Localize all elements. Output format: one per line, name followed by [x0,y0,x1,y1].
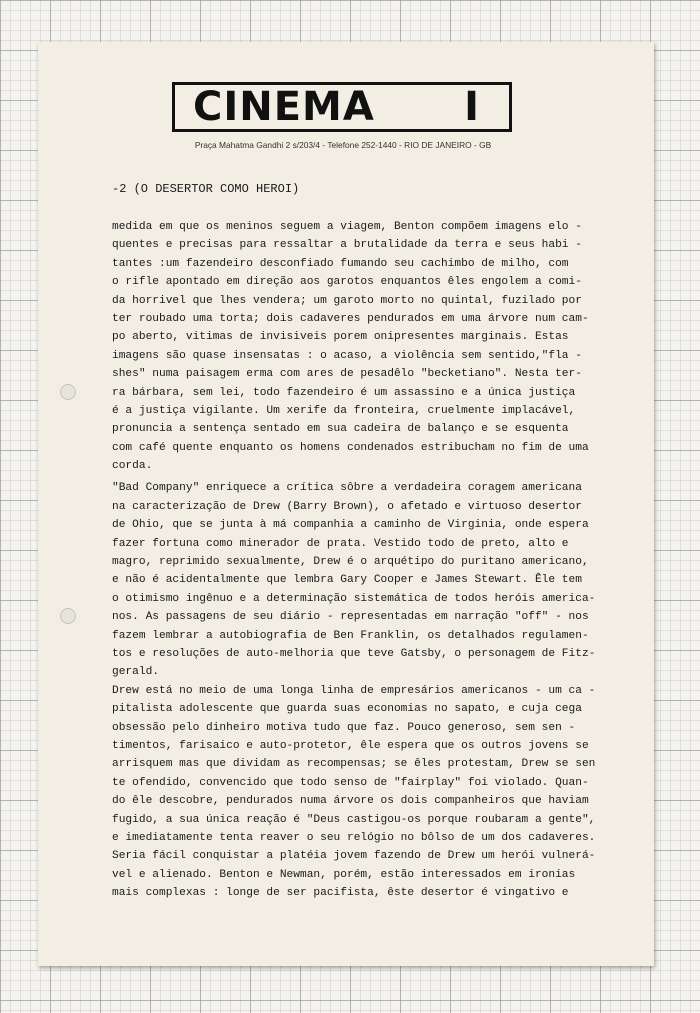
text-line: o rifle apontado em direção aos garotos enquantos êles engolem a comi- [112,276,582,289]
text-line: e não é acidentalmente que lembra Gary Cooper e James Stewart. Êle tem [112,574,582,587]
text-line: obsessão pelo dinheiro motiva tudo que faz. Pouco generoso, sem sen - [112,721,576,734]
text-line: arrisquem mas que dividam as recompensas; se êles protestam, Drew se sen [112,758,596,771]
text-line: imagens são quase insensatas : o acaso, a violência sem sentido,"fla - [112,349,582,362]
text-line: fazer fortuna como minerador de prata. Vestido todo de preto, alto e [112,537,569,550]
text-line: ter roubado uma torta; dois cadaveres pendurados em uma árvore num cam- [112,312,589,325]
text-line: po aberto, vitimas de invisiveis porem onipresentes marginais. Estas [112,331,569,344]
text-line: mais complexas : longe de ser pacifista, êste desertor é vingativo e [112,887,569,900]
letterhead-logo [172,82,512,132]
paragraph-1 [112,218,652,475]
text-line: corda. [112,460,153,473]
text-line: magro, reprimido sexualmente, Drew é o arquétipo do puritano americano, [112,556,589,569]
paragraph-3 [112,682,652,903]
text-line: de Ohio, que se junta à má companhia a caminho de Virginia, onde espera [112,519,589,532]
text-line: timentos, farisaico e auto-protetor, êle espera que os outros jovens se [112,739,589,752]
text-line: com café quente enquanto os homens condenados estribucham no fim de uma [112,441,589,454]
text-line: quentes e precisas para ressaltar a brutalidade da terra e seus habi - [112,239,582,252]
logo-word: CINEMA [193,84,375,130]
text-line: o otimismo ingênuo e a determinação sistemática de todos heróis america- [112,592,596,605]
text-line: pitalista adolescente que guarda suas economias no sapato, e cuja cega [112,703,582,716]
text-line: medida em que os meninos seguem a viagem, Benton compõem imagens elo - [112,221,582,233]
text-line: pronuncia a sentença sentado em sua cadeira de balanço e se esquenta [112,423,569,436]
page-reference: -2 (O DESERTOR COMO HEROI) [112,182,300,196]
text-line: shes" numa paisagem erma com ares de pesadêlo "becketiano". Nesta ter- [112,368,582,381]
text-line: vel e alienado. Benton e Newman, porém, estão interessados em ironias [112,868,576,881]
text-line: te ofendido, convencido que todo senso de "fairplay" foi violado. Quan- [112,776,589,789]
text-line: do êle descobre, pendurados numa árvore os dois companheiros que haviam [112,795,589,808]
letterhead-address: Praça Mahatma Gandhi 2 s/203/4 - Telefone 252-1440 - RIO DE JANEIRO - GB [194,140,492,150]
text-line: tos e resoluções de auto-melhoria que teve Gatsby, o personagem de Fitz- [112,647,596,660]
text-line: da horrivel que lhes vendera; um garoto morto no quintal, fuzilado por [112,294,582,307]
text-line: Drew está no meio de uma longa linha de empresários americanos - um ca - [112,684,596,697]
document-body [112,218,652,902]
text-line: Seria fácil conquistar a platéia jovem fazendo de Drew um herói vulnerá- [112,850,596,863]
text-line: "Bad Company" enriquece a crítica sôbre a verdadeira coragem americana [112,482,582,495]
text-line: na caracterização de Drew (Barry Brown), o afetado e virtuoso desertor [112,500,582,513]
text-line: nos. As passagens de seu diário - representadas em narração "off" - nos [112,611,589,624]
punch-hole [60,608,76,624]
text-line: fugido, a sua única reação é "Deus castigou-os porque roubaram a gente", [112,813,596,826]
punch-hole [60,384,76,400]
text-line: fazem lembrar a autobiografia de Ben Franklin, os detalhados regulamen- [112,629,589,642]
text-line: é a justiça vigilante. Um xerife da fronteira, cruelmente implacável, [112,404,576,417]
text-line: e imediatamente tenta reaver o seu relógio no bôlso de um dos cadaveres. [112,831,596,844]
typewritten-page [38,42,654,966]
logo-number: I [464,84,479,130]
text-line: ra bárbara, sem lei, todo fazendeiro é um assassino e a única justiça [112,386,576,399]
text-line: gerald. [112,666,159,679]
text-line: tantes :um fazendeiro desconfiado fumando seu cachimbo de milho, com [112,257,569,270]
paragraph-2 [112,479,652,681]
